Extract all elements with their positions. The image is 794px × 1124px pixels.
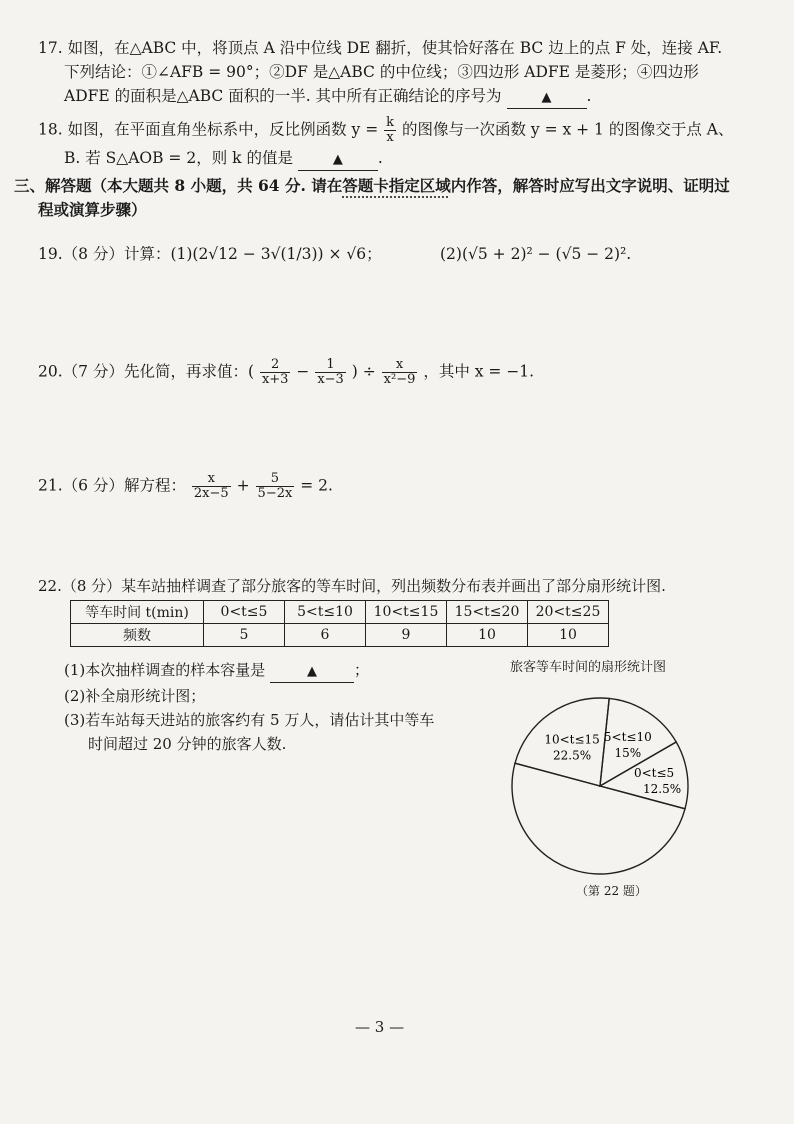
section3-heading: 三、解答题（本大题共 8 小题，共 64 分. 请在答题卡指定区域内作答，解答时应写出文字说明、证明过 [14, 176, 730, 195]
dotted-emphasis: 答题卡指定区域 [342, 176, 451, 195]
q17-line1: 17. 如图，在△ABC 中，将顶点 A 沿中位线 DE 翻折，使其恰好落在 BC 边上的点 F 处，连接 AF. [38, 39, 723, 57]
pie-chart [500, 658, 700, 898]
q19-part1: 19.（8 分）计算：(1)(2√12 − 3√(1/3)) × √6； [38, 245, 382, 263]
slice-10-15-label: 10<t≤15 [544, 732, 600, 747]
q22-sub2: (2)补全扇形统计图； [64, 687, 206, 705]
q22-answer-blank: ▲ [270, 660, 354, 683]
q22-sub3-line1: (3)若车站每天进站的旅客约有 5 万人，请估计其中等车 [64, 711, 435, 729]
q19-part2: (2)(√5 + 2)² − (√5 − 2)². [440, 245, 632, 263]
section3-heading-line2: 程或演算步骤） [38, 200, 147, 219]
q17-answer-blank: ▲ [507, 86, 587, 109]
slice-10-15-percent: 22.5% [553, 748, 592, 763]
slice-5-10-label: 5<t≤10 [603, 730, 652, 745]
q22-intro: 22.（8 分）某车站抽样调查了部分旅客的等车时间，列出频数分布表并画出了部分扇形统计图. [38, 577, 666, 595]
figure-caption: （第 22 题） [576, 884, 647, 898]
q22-sub3-line2: 时间超过 20 分钟的旅客人数. [88, 735, 287, 753]
slice-5-10-percent: 15% [614, 746, 642, 761]
page-number: — 3 — [355, 1018, 405, 1036]
q18-line1: 18. 如图，在平面直角坐标系中，反比例函数 y = $\frac{k}{x}$ 的图像与一次函数 y = x + 1 的图像交于点 A、 [38, 115, 734, 145]
slice-0-5-label: 0<t≤5 [633, 765, 675, 780]
q21: 21.（6 分）解方程： $\frac{x}{2x-5}$ + $\frac{5}{5-2x}$ = 2. [38, 471, 333, 501]
q18-line2: B. 若 S△AOB = 2，则 k 的值是 ▲ . [64, 148, 383, 171]
q18-fraction: $\frac{k}{x}$ [386, 115, 395, 145]
q22-sub1: (1)本次抽样调查的样本容量是 ▲ ； [64, 660, 369, 683]
q17-line3: ADFE 的面积是△ABC 面积的一半. 其中所有正确结论的序号为 ▲ . [64, 86, 591, 109]
frequency-table [70, 600, 609, 647]
slice-0-5-percent: 12.5% [643, 781, 682, 796]
q17-line2: 下列结论：①∠AFB = 90°；②DF 是△ABC 的中位线；③四边形 ADFE 是菱形；④四边形 [64, 63, 699, 81]
table-row: 频数 5 6 9 10 10 [71, 624, 609, 647]
q20: 20.（7 分）先化简，再求值：( $\frac{2}{x+3}$ − $\frac{1}{x-3}$ ) ÷ $\frac{x}{\text{x²−9}}$ ，其中 x = −1. [38, 357, 535, 387]
q18-answer-blank: ▲ [298, 148, 378, 171]
table-header-row: 等车时间 t(min) 0<t≤5 5<t≤10 10<t≤15 15<t≤20 20<t≤25 [71, 601, 609, 624]
pie-chart-title: 旅客等车时间的扇形统计图 [510, 660, 667, 675]
